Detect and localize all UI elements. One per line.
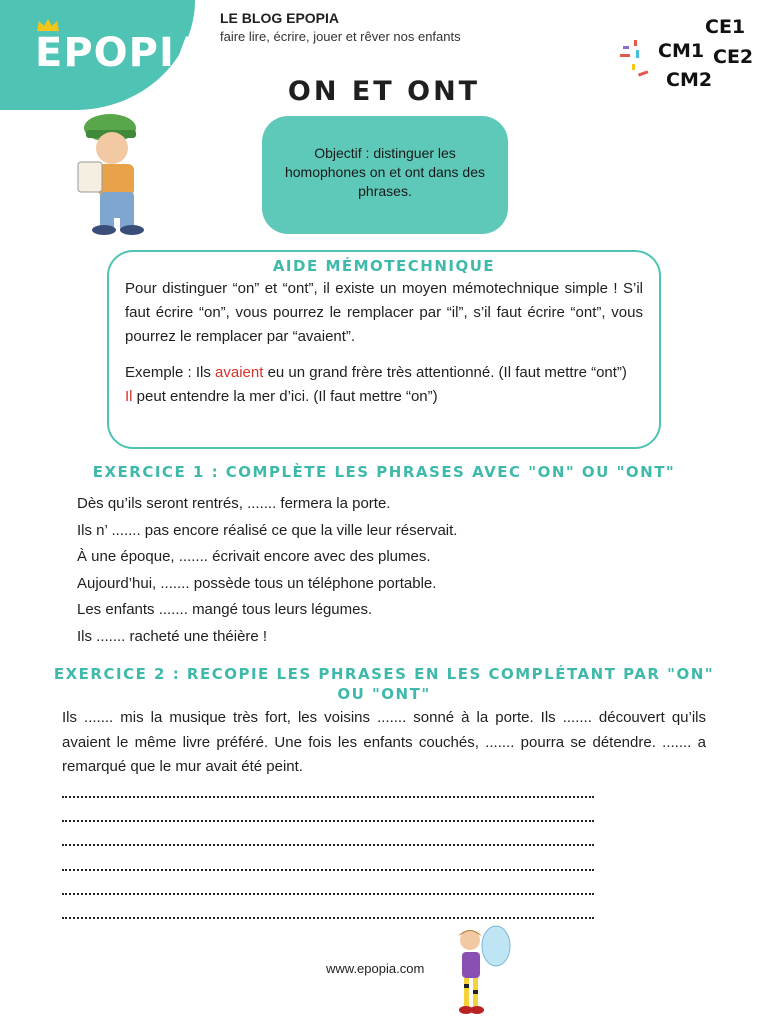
example-1-prefix: Exemple : Ils	[125, 364, 216, 381]
exercise-2-title: EXERCICE 2 : RECOPIE LES PHRASES EN LES COMPLÉTANT PAR "ON"	[53, 665, 715, 683]
answer-line[interactable]	[62, 796, 594, 798]
memory-aid-title: AIDE MÉMOTECHNIQUE	[272, 257, 496, 275]
exercise-1-sentence: Dès qu’ils seront rentrés, ....... fermera la porte.	[77, 495, 391, 512]
epopia-logo: EPOPIA	[35, 30, 207, 76]
memory-aid-example-1	[125, 361, 643, 385]
exercise-1-title: EXERCICE 1 : COMPLÈTE LES PHRASES AVEC "ON" OU "ONT"	[92, 463, 676, 481]
exercise-1-sentence: Les enfants ....... mangé tous leurs légumes.	[77, 601, 373, 619]
answer-line[interactable]	[62, 820, 594, 822]
objective-box: Objectif : distinguer les homophones on et ont dans des phrases.	[262, 116, 508, 234]
answer-line[interactable]	[62, 844, 594, 846]
answer-line[interactable]	[62, 893, 594, 895]
exercise-2-paragraph: Ils ....... mis la musique très fort, les voisins ....... sonné à la porte. Ils ....... découvert qu’ils avaient le même livre préféré. Une fois les enfants couchés, ....... pourra se détendre. ....... a remarqué que le mur avait été peint.	[62, 709, 706, 775]
level-cm1: CM1	[658, 40, 705, 62]
memory-aid-box	[107, 250, 661, 449]
answer-line[interactable]	[62, 869, 594, 871]
example-2-highlight: Il	[125, 388, 133, 405]
exercise-1-sentence: Aujourd’hui, ....... possède tous un téléphone portable.	[77, 574, 437, 592]
confetti-icon	[620, 40, 656, 80]
level-ce1: CE1	[705, 16, 746, 38]
memory-aid-paragraph: Pour distinguer “on” et “ont”, il existe un moyen mémotechnique simple ! S’il faut écrire “on”, vous pourrez le remplacer par “il”, s’il faut écrire “ont”, vous pourrez le remplacer par “avaient”.	[125, 280, 643, 345]
level-ce2: CE2	[713, 46, 754, 68]
level-cm2: CM2	[666, 69, 713, 91]
exercise-1-sentence: Ils ....... racheté une théière !	[77, 627, 268, 645]
exercise-1-sentence: À une époque, ....... écrivait encore avec des plumes.	[77, 548, 431, 566]
memory-aid-example-2	[125, 385, 643, 409]
exercise-1-sentence: Ils n’ ....... pas encore réalisé ce que la ville leur réservait.	[77, 521, 458, 539]
fairy-illustration	[448, 924, 514, 1016]
answer-line[interactable]	[62, 917, 594, 919]
exercise-1-sentences	[77, 493, 457, 653]
exercise-2-title-line-2: OU "ONT"	[337, 685, 431, 703]
example-1-highlight: avaient	[215, 364, 264, 381]
blog-title: LE BLOG EPOPIA	[220, 10, 340, 26]
boy-reading-illustration	[70, 110, 160, 235]
example-2-suffix: peut entendre la mer d’ici. (Il faut mettre “on”)	[132, 388, 438, 405]
blog-tagline: faire lire, écrire, jouer et rêver nos enfants	[220, 29, 461, 44]
footer-url[interactable]: www.epopia.com	[326, 961, 425, 976]
example-1-suffix: eu un grand frère très attentionné. (Il faut mettre “ont”)	[263, 364, 627, 381]
page-title: ON ET ONT	[287, 76, 481, 107]
